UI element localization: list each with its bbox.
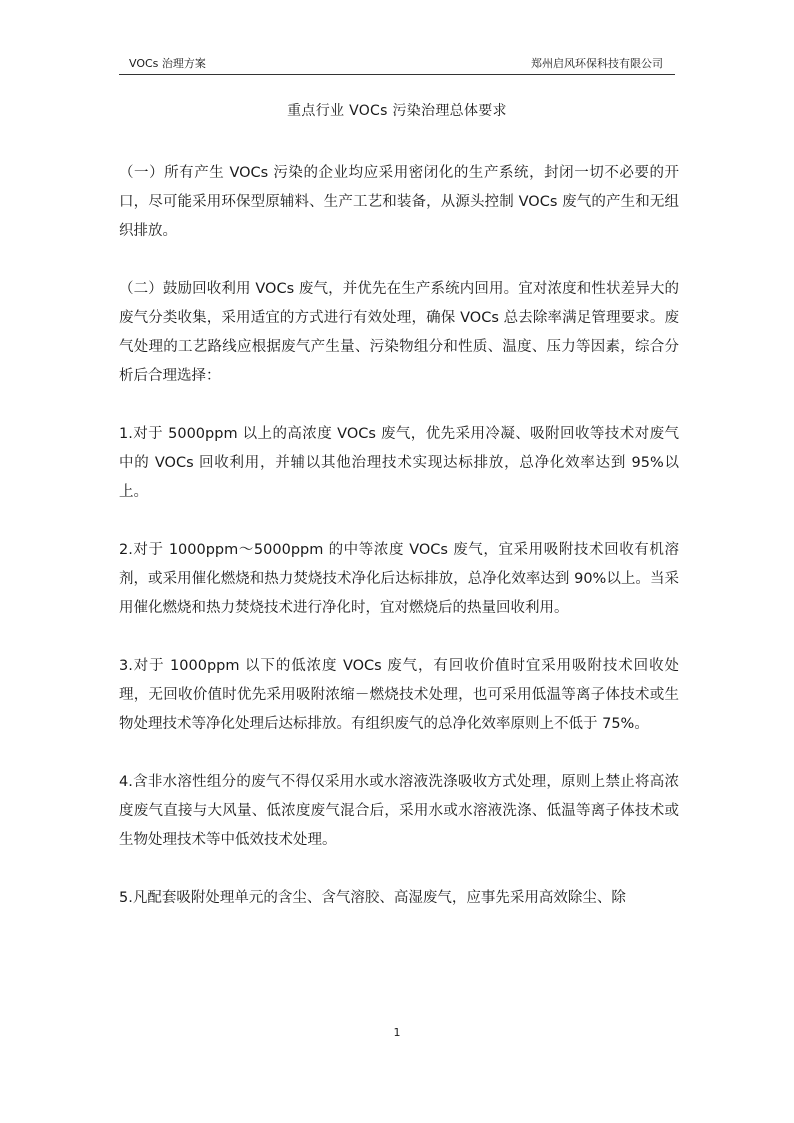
paragraph-3: 1.对于 5000ppm 以上的高浓度 VOCs 废气，优先采用冷凝、吸附回收等技术对废气中的 VOCs 回收利用，并辅以其他治理技术实现达标排放，总净化效率达到 95%以上。 [119,426,679,500]
paragraph-7: 5.凡配套吸附处理单元的含尘、含气溶胶、高湿废气，应事先采用高效除尘、除 [119,890,626,906]
paragraph-4: 2.对于 1000ppm～5000ppm 的中等浓度 VOCs 废气，宜采用吸附技术回收有机溶剂，或采用催化燃烧和热力焚烧技术净化后达标排放，总净化效率达到 90%以上。当采用催化燃烧和热力焚烧技术进行净化时，宜对燃烧后的热量回收利用。 [119,542,679,616]
document-body [119,159,679,942]
page-number: 1 [393,1026,401,1039]
header-doc-name: VOCs 治理方案 [129,57,206,70]
page-header [119,56,675,75]
paragraph-1: （一）所有产生 VOCs 污染的企业均应采用密闭化的生产系统，封闭一切不必要的开口，尽可能采用环保型原辅料、生产工艺和装备，从源头控制 VOCs 废气的产生和无组织排放。 [119,165,679,239]
document-title: 重点行业 VOCs 污染治理总体要求 [287,103,507,119]
paragraph-2: （二）鼓励回收利用 VOCs 废气，并优先在生产系统内回用。宜对浓度和性状差异大的废气分类收集，采用适宜的方式进行有效处理，确保 VOCs 总去除率满足管理要求。废气处理的工艺路线应根据废气产生量、污染物组分和性质、温度、压力等因素，综合分析后合理选择： [119,281,679,384]
paragraph-6: 4.含非水溶性组分的废气不得仅采用水或水溶液洗涤吸收方式处理，原则上禁止将高浓度废气直接与大风量、低浓度废气混合后，采用水或水溶液洗涤、低温等离子体技术或生物处理技术等中低效技术处理。 [119,774,679,848]
header-company-name: 郑州启风环保科技有限公司 [531,57,663,70]
paragraph-5: 3.对于 1000ppm 以下的低浓度 VOCs 废气，有回收价值时宜采用吸附技术回收处理，无回收价值时优先采用吸附浓缩－燃烧技术处理，也可采用低温等离子体技术或生物处理技术等净化处理后达标排放。有组织废气的总净化效率原则上不低于 75%。 [119,658,679,732]
